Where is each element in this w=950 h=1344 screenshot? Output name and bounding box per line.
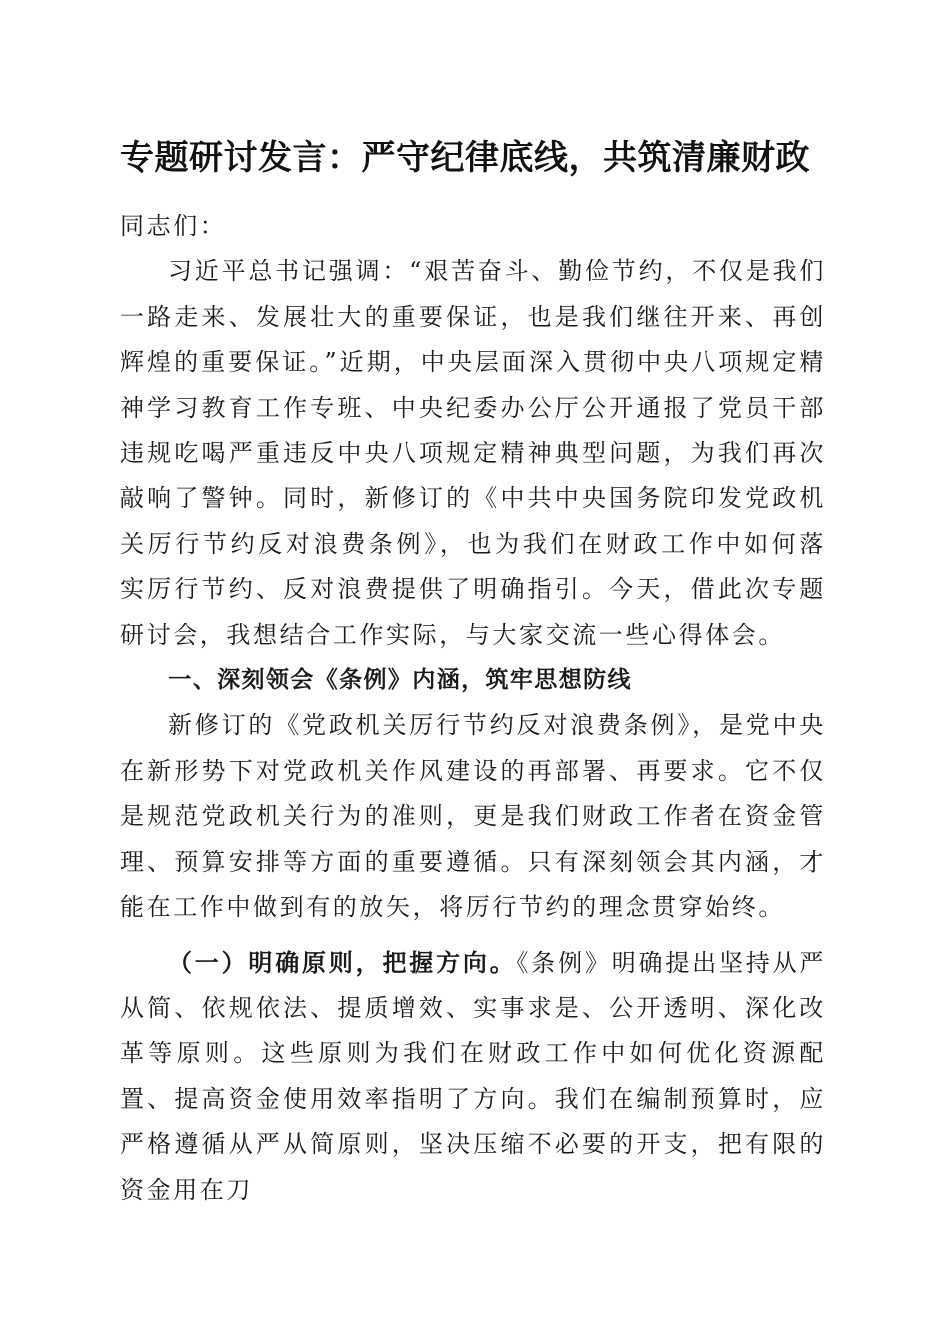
salutation: 同志们： xyxy=(120,212,227,240)
subsection-lead-1: （一）明确原则，把握方向。 xyxy=(168,947,517,977)
document-body xyxy=(120,204,826,1213)
paragraph-principles xyxy=(120,940,826,1213)
paragraph-intro: 习近平总书记强调：“艰苦奋斗、勤俭节约，不仅是我们一路走来、发展壮大的重要保证，也是我们继往开来、再创辉煌的重要保证。”近期，中央层面深入贯彻中央八项规定精神学习教育工作专班、中央纪委办公厅公开通报了党员干部违规吃喝严重违反中央八项规定精神典型问题，为我们再次敲响了警钟。同时，新修订的《中共中央国务院印发党政机关厉行节约反对浪费条例》，也为我们在财政工作中如何落实厉行节约、反对浪费提供了明确指引。今天，借此次专题研讨会，我想结合工作实际，与大家交流一些心得体会。 xyxy=(120,257,826,649)
document-title: 专题研讨发言：严守纪律底线，共筑清廉财政 xyxy=(120,138,810,178)
paragraph-principles-text: 《条例》明确提出坚持从严从简、依规依法、提质增效、实事求是、公开透明、深化改革等原则。这些原则为我们在财政工作中如何优化资源配置、提高资金使用效率指明了方向。我们在编制预算时，应严格遵循从严从简原则，坚决压缩不必要的开支，把有限的资金用在刀 xyxy=(120,948,826,1204)
paragraph-regulation: 新修订的《党政机关厉行节约反对浪费条例》，是党中央在新形势下对党政机关作风建设的再部署、再要求。它不仅是规范党政机关行为的准则，更是我们财政工作者在资金管理、预算安排等方面的重要遵循。只有深刻领会其内涵，才能在工作中做到有的放矢，将厉行节约的理念贯穿始终。 xyxy=(120,711,826,922)
section-heading-1: 一、深刻领会《条例》内涵，筑牢思想防线 xyxy=(168,667,632,694)
